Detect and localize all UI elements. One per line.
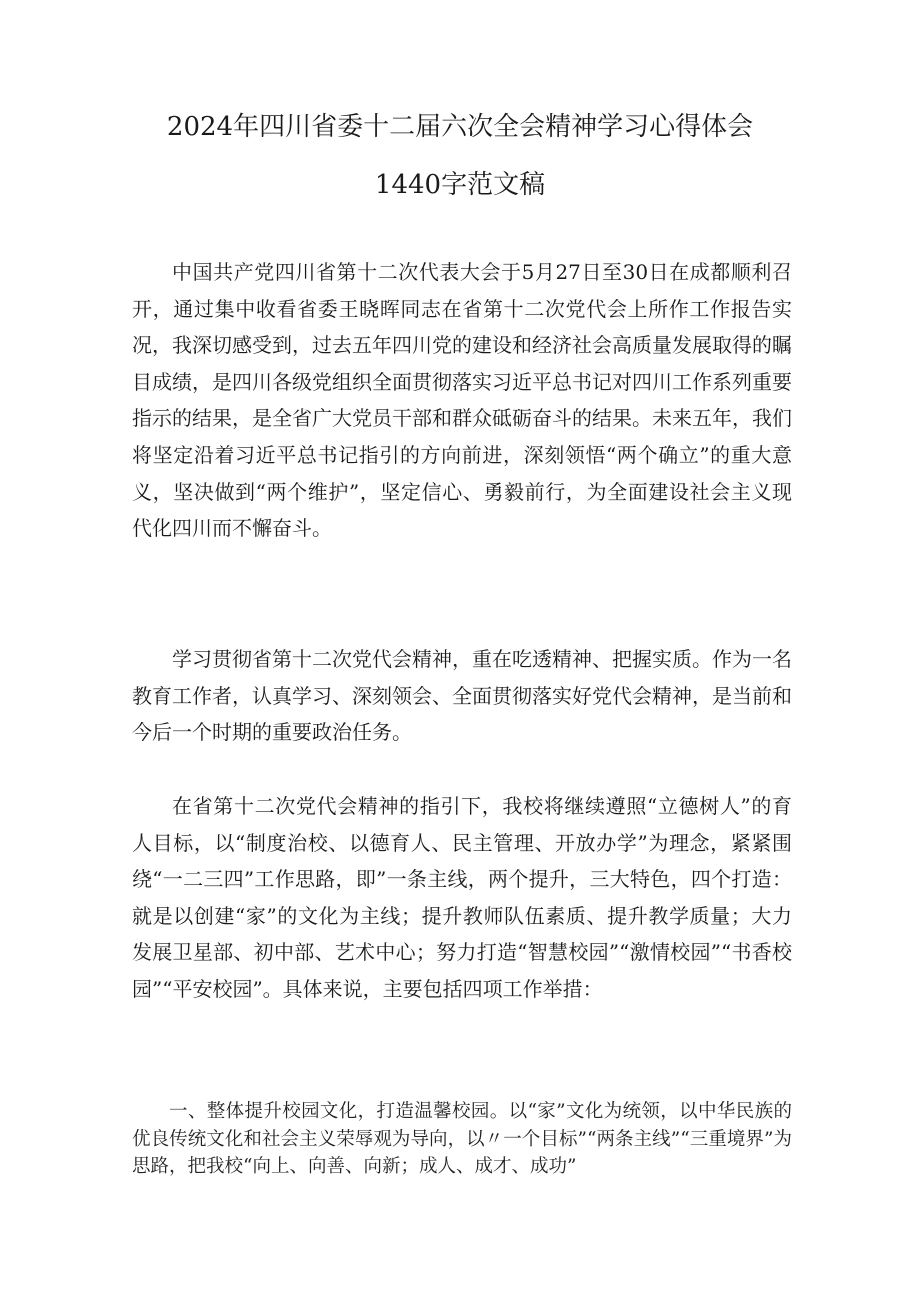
- paragraph-3: 在省第十二次党代会精神的指引下，我校将继续遵照“立德树人”的育人目标，以“制度治校、以德育人、民主管理、开放办学”为理念，紧紧围绕“一二三四”工作思路，即”一条主线，两个提升，三大特色，四个打造：就是以创建“家”的文化为主线；提升教师队伍素质、提升教学质量；大力发展卫星部、初中部、艺术中心；努力打造“智慧校园”“激情校园”“书香校园”“平安校园”。具体来说，主要包括四项工作举措：: [132, 794, 792, 1001]
- title-line-1: 2024年四川省委十二届六次全会精神学习心得体会: [166, 112, 754, 142]
- title-line-2: 1440字范文稿: [374, 170, 546, 200]
- paragraph-2: 学习贯彻省第十二次党代会精神，重在吃透精神、把握实质。作为一名教育工作者，认真学习、深刻领会、全面贯彻落实好党代会精神，是当前和今后一个时期的重要政治任务。: [132, 647, 792, 745]
- paragraph-4: 一、整体提升校园文化，打造温馨校园。以“家”文化为统领，以中华民族的优良传统文化和社会主义荣辱观为导向，以〃一个目标”“两条主线”“三重境界”为思路，把我校“向上、向善、向新；成人、成才、成功”: [132, 1101, 792, 1177]
- paragraph-1: 中国共产党四川省第十二次代表大会于5月27日至30日在成都顺利召开，通过集中收看省委王晓晖同志在省第十二次党代会上所作工作报告实况，我深切感受到，过去五年四川党的建设和经济社会高质量发展取得的瞩目成绩，是四川各级党组织全面贯彻落实习近平总书记对四川工作系列重要指示的结果，是全省广大党员干部和群众砥砺奋斗的结果。未来五年，我们将坚定沿着习近平总书记指引的方向前进，深刻领悟“两个确立”的重大意义，坚决做到“两个维护”，坚定信心、勇毅前行，为全面建设社会主义现代化四川而不懈奋斗。: [132, 260, 792, 541]
- document-title: [100, 98, 820, 214]
